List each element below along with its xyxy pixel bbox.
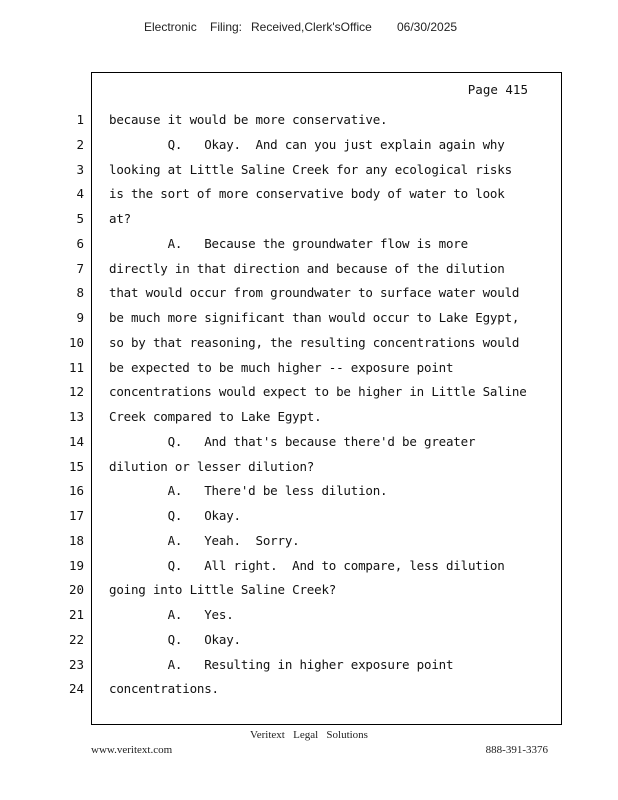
line-number: 13 [68,409,84,424]
transcript-line: Q. And that's because there'd be greater [109,433,476,449]
page-number: Page 415 [467,82,528,97]
transcript-line: A. Yes. [109,607,234,622]
header-date: 06/30/2025 [397,20,458,34]
transcript-line: Q. Okay. [109,631,241,647]
footer-phone: 888-391-3376 [485,744,548,756]
transcript-line: Q. All right. And to compare, less dilution [109,557,505,573]
transcript-line: looking at Little Saline Creek for any ecological risks [109,161,512,177]
line-number: 9 [76,310,84,325]
transcript-line: going into Little Saline Creek? [109,582,337,598]
footer-website: www.veritext.com [91,744,173,756]
transcript-line: Q. Okay. And can you just explain again why [109,136,505,152]
line-number: 14 [68,433,84,449]
line-number: 16 [68,483,84,499]
transcript-line: Q. Okay. [109,508,241,523]
line-number: 7 [76,260,84,276]
transcript-line: because it would be more conservative. [109,112,388,127]
line-number: 10 [68,334,84,350]
transcript-line: so by that reasoning, the resulting concentrations would [109,334,520,350]
line-number: 2 [76,136,84,152]
transcript-line: A. Because the groundwater flow is more [109,235,468,251]
transcript-line: be expected to be much higher -- exposure point [109,359,454,375]
line-number: 21 [68,607,84,622]
header-received: Received,Clerk'sOffice [251,20,372,34]
line-number: 1 [76,112,84,127]
line-number: 4 [76,186,84,202]
transcript-line: Creek compared to Lake Egypt. [109,409,322,424]
line-number: 22 [68,631,84,647]
line-number: 11 [68,359,84,375]
line-number: 18 [68,532,84,548]
line-number: 5 [76,211,84,226]
line-number: 12 [68,384,84,400]
transcript-line: that would occur from groundwater to surface water would [109,285,520,301]
line-number: 15 [68,458,84,474]
line-number: 23 [68,656,84,672]
footer-company: Veritext Legal Solutions [250,729,368,741]
transcript-line: be much more significant than would occur to Lake Egypt, [109,310,520,325]
transcript-line: at? [109,211,131,226]
line-number: 6 [76,235,84,251]
line-number: 20 [68,582,84,598]
line-number: 17 [68,508,84,523]
header-electronic: Electronic [144,20,197,34]
transcript-line: A. Resulting in higher exposure point [109,656,454,672]
transcript-line: concentrations. [109,681,219,697]
header-filing: Filing: [210,20,243,34]
line-number: 19 [68,557,84,573]
line-number: 24 [68,681,84,697]
transcript-line: dilution or lesser dilution? [109,458,315,474]
line-number: 8 [76,285,84,301]
transcript-line: directly in that direction and because of the dilution [109,260,505,276]
transcript-line: is the sort of more conservative body of water to look [109,186,505,202]
transcript-line: A. There'd be less dilution. [109,483,388,499]
transcript-line: concentrations would expect to be higher in Little Saline [109,384,527,400]
line-number: 3 [76,161,84,177]
transcript-line: A. Yeah. Sorry. [109,532,300,548]
